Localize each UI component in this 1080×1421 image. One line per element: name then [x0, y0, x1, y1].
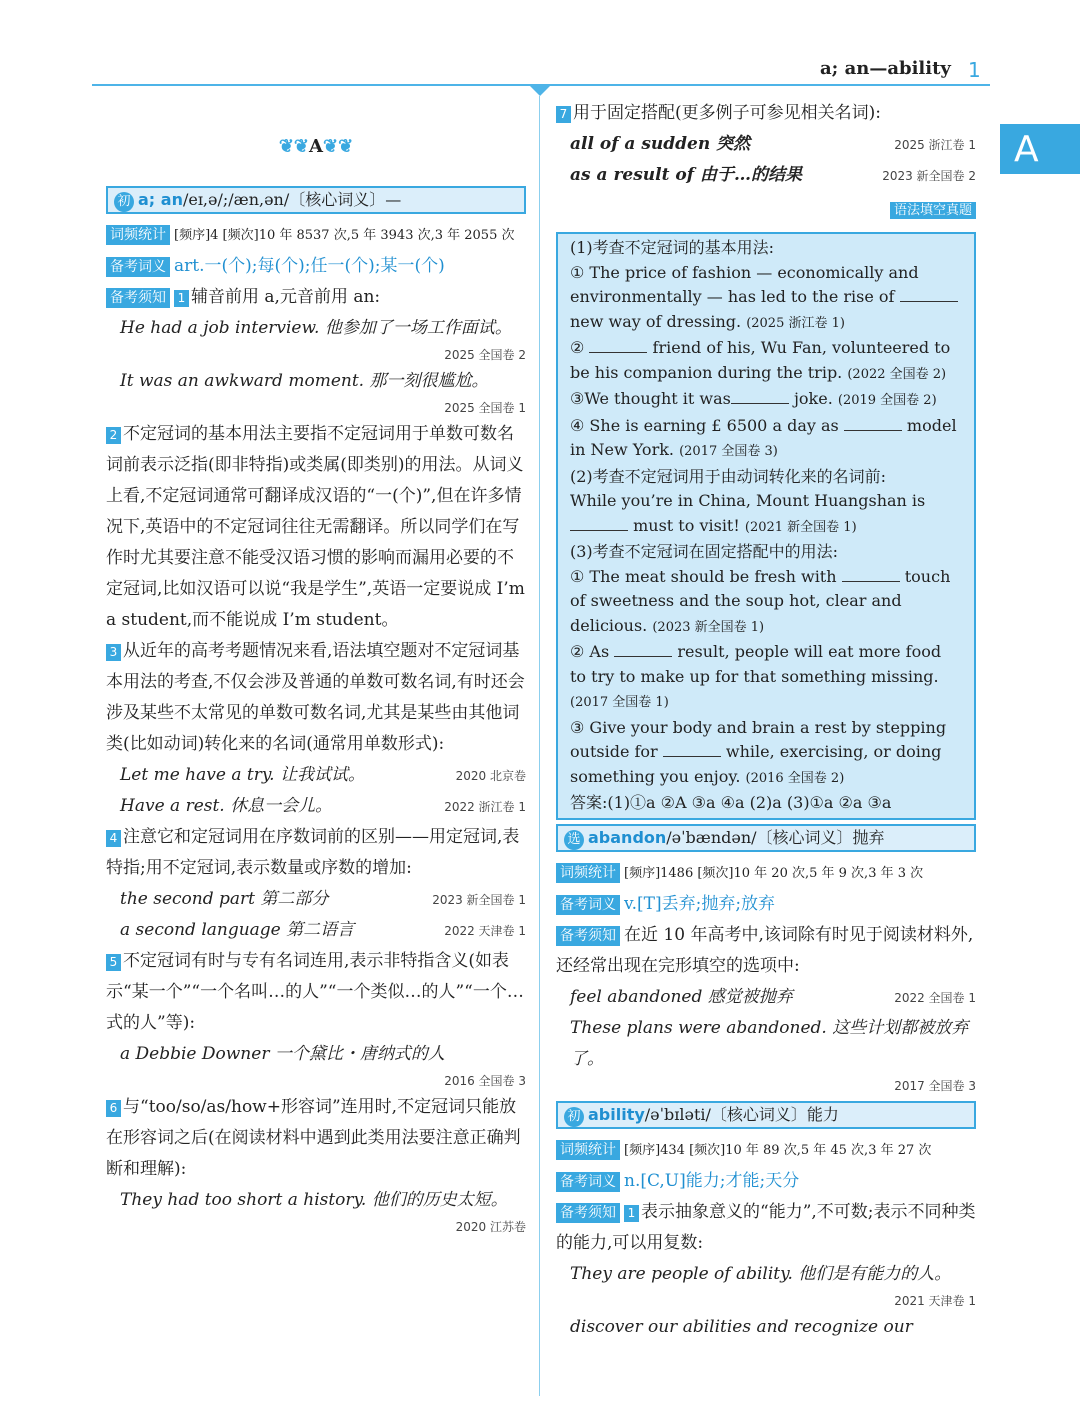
question — [570, 565, 962, 641]
example-source: 2022 全国卷 1 — [894, 990, 976, 1005]
def-text: n.[C,U]能力;才能;天分 — [624, 1170, 800, 1191]
example: These plans were abandoned. 这些计划都被放弃了。 — [570, 1017, 969, 1069]
question-text: ③We thought it was — [570, 389, 731, 408]
example: feel abandoned 感觉被抛弃 — [570, 986, 793, 1007]
question-text: new way of dressing. — [570, 311, 742, 331]
example: He had a job interview. 他参加了一场工作面试。 — [120, 318, 512, 338]
laurel-left-icon: ❦❦ — [278, 135, 310, 157]
example-source: 2023 新全国卷 1 — [432, 893, 526, 907]
question-text: ④ She is earning £ 6500 a day as — [570, 415, 839, 435]
answer-blank — [731, 389, 789, 404]
question-source: (2022 全国卷 2) — [847, 366, 947, 382]
question-source: (2019 全国卷 2) — [837, 393, 937, 408]
example: all of a sudden 突然 — [570, 134, 751, 154]
question-source: (2023 新全国卷 1) — [652, 619, 765, 635]
note-text: 表示抽象意义的“能力”,不可数;表示不同种类的能力,可以用复数: — [556, 1201, 976, 1253]
question-text: friend of his, Wu Fan, volunteered to be his companion during the trip. — [570, 338, 951, 382]
headword: abandon — [588, 827, 667, 847]
def-text: v.[T]丢弃;抛弃;放弃 — [624, 893, 776, 914]
note-1 — [106, 282, 526, 313]
headword: ability — [588, 1104, 645, 1124]
question-source: (2017 全国卷 1) — [570, 695, 669, 710]
example: a second language 第二语言 — [120, 920, 355, 940]
core-meaning: 〔核心词义〕抛弃 — [756, 827, 885, 847]
question-text: result, people will eat more food to try to make up for that something missing. — [570, 642, 942, 686]
note-3 — [106, 636, 526, 760]
definition — [106, 251, 526, 282]
example-source: 2022 天津卷 1 — [444, 924, 526, 938]
example-source: 2022 浙江卷 1 — [444, 800, 526, 814]
level-badge: 初 — [564, 1107, 584, 1127]
pronunciation: /eɪ,ə/;/æn,ən/ — [182, 190, 290, 209]
example-row — [556, 982, 976, 1013]
example-source: 2017 全国卷 3 — [894, 1078, 976, 1093]
question-source: (2025 浙江卷 1) — [746, 315, 845, 331]
question: ② friend of his, Wu Fan, volunteered to be his companion during the trip. (2022 全国卷 2) — [570, 338, 951, 382]
note-number: 4 — [106, 830, 121, 847]
question — [570, 261, 962, 337]
answer-blank — [614, 642, 672, 657]
note-number: 3 — [106, 644, 121, 661]
example-source: 2021 天津卷 1 — [894, 1293, 976, 1308]
example-source: 2020 北京卷 — [455, 769, 526, 783]
note-number: 2 — [106, 427, 121, 444]
question-text: ① The meat should be fresh with — [570, 566, 837, 586]
exam-box-label — [556, 195, 976, 226]
frequency-stats — [556, 858, 976, 889]
core-meaning: 〔核心词义〕能力 — [710, 1104, 839, 1124]
note-text: 在近 10 年高考中,该词除有时见于阅读材料外,还经常出现在完形填空的选项中: — [556, 924, 974, 976]
stats-text: [频序]4 [频次]10 年 8537 次,5 年 3943 次,3 年 2055 次 — [174, 228, 515, 243]
entry-header-a-an — [106, 186, 526, 214]
example-source: 2025 全国卷 1 — [444, 401, 526, 415]
note-text: 辅音前用 a,元音前用 an: — [191, 287, 381, 307]
example-row — [556, 160, 976, 191]
example: Have a rest. 休息一会儿。 — [120, 796, 333, 816]
example: They are people of ability. 他们是有能力的人。 — [570, 1263, 952, 1284]
answer-blank — [900, 287, 958, 302]
example-source: 2023 新全国卷 2 — [882, 169, 976, 183]
answer-blank — [570, 516, 628, 531]
exam-questions-box — [556, 232, 976, 820]
question — [570, 414, 962, 465]
definition — [556, 1166, 976, 1197]
question-text: while, exercising, or doing something you enjoy. — [570, 742, 942, 786]
question-text: ② As — [570, 642, 610, 661]
question-text: ③ Give your body and brain a rest by stepping outside for — [570, 717, 947, 761]
note-4 — [106, 822, 526, 884]
stats-label: 词频统计 — [556, 1140, 620, 1160]
question-source: (2016 全国卷 2) — [745, 770, 845, 786]
def-label: 备考词义 — [556, 1172, 620, 1192]
note-text: 从近年的高考考题情况来看,语法填空题对不定冠词基本用法的考查,不仅会涉及普通的单数可数名词,有时还会涉及某些不太常见的单数可数名词,尤其是某些由其他词类(比如动词)转化来的名词(通常用单数形式): — [106, 641, 525, 754]
pronunciation: /əˈbændən/ — [666, 827, 757, 847]
core-meaning: 〔核心词义〕— — [289, 190, 402, 209]
question — [570, 716, 962, 792]
question-text: While you’re in China, Mount Huangshan is — [570, 491, 926, 510]
example: discover our abilities and recognize our — [570, 1316, 913, 1337]
example-row — [106, 760, 526, 791]
level-badge: 初 — [114, 192, 134, 212]
stats-text: [频序]1486 [频次]10 年 20 次,5 年 9 次,3 年 3 次 — [624, 865, 924, 881]
example-source: 2025 全国卷 2 — [444, 348, 526, 362]
left-column — [106, 110, 526, 1238]
note-number: 1 — [624, 1205, 639, 1222]
note-text: 用于固定搭配(更多例子可参见相关名词): — [573, 103, 881, 123]
frequency-stats — [106, 220, 526, 251]
question — [570, 640, 962, 716]
entry-header-abandon — [556, 824, 976, 852]
letter-ornament — [106, 110, 526, 182]
example: Let me have a try. 让我试试。 — [120, 765, 365, 785]
answer-blank — [589, 338, 647, 353]
frequency-stats — [556, 1135, 976, 1166]
header-notch — [528, 84, 552, 96]
answer-key: 答案:(1)①a ②A ③a ④a (2)a (3)①a ②a ③a — [570, 793, 892, 812]
note-text: 注意它和定冠词用在序数词前的区别——用定冠词,表特指;用不定冠词,表示数量或序数的增加: — [106, 827, 520, 878]
question — [570, 489, 962, 540]
note-number: 5 — [106, 954, 121, 971]
headword: a; an — [138, 190, 183, 209]
example: a Debbie Downer 一个黛比・唐纳式的人 — [120, 1044, 445, 1064]
question — [570, 387, 962, 414]
example-source: 2025 浙江卷 1 — [894, 138, 976, 152]
running-header: a; an—ability — [820, 58, 951, 79]
exam-box-title: 语法填空真题 — [890, 202, 976, 219]
stats-label: 词频统计 — [556, 863, 620, 883]
question-text: model in New York. — [570, 415, 957, 459]
note-text: 不定冠词的基本用法主要指不定冠词用于单数可数名词前表示泛指(即非特指)或类属(即类别)的用法。从词义上看,不定冠词通常可翻译成汉语的“一(个)”,但在许多情况下,英语中的不定冠词往往无需翻译。所以同学们在写作时尤其要注意不能受汉语习惯的影响而漏用必要的不定冠词,比如汉语可以说“我是学生”,英语一定要说成 I’m a student,而不能说成 I’m student。 — [106, 424, 525, 630]
answer-blank — [844, 416, 902, 431]
note-label: 备考须知 — [106, 288, 170, 308]
example-row — [106, 791, 526, 822]
def-label: 备考词义 — [106, 257, 170, 277]
example-source: 2016 全国卷 3 — [444, 1074, 526, 1088]
question-source: (2017 全国卷 3) — [679, 444, 778, 459]
letter-tab: A — [1000, 124, 1080, 174]
question-text: ① The price of fashion — economically and environmentally — has led to the rise of — [570, 262, 919, 306]
answer-blank — [663, 742, 721, 757]
question-text: touch of sweetness and the soup hot, clear and delicious. — [570, 566, 951, 635]
stats-text: [频序]434 [频次]10 年 89 次,5 年 45 次,3 年 27 次 — [624, 1142, 932, 1158]
level-badge: 选 — [564, 830, 584, 850]
page-number: 1 — [968, 58, 981, 82]
right-column — [556, 98, 976, 1343]
note — [556, 1197, 976, 1259]
question-source: (2021 新全国卷 1) — [744, 519, 857, 535]
note-label: 备考须知 — [556, 926, 620, 946]
note-number: 7 — [556, 106, 571, 123]
stats-label: 词频统计 — [106, 225, 170, 245]
box-heading: (2)考查不定冠词用于由动词转化来的名词前: — [570, 466, 887, 486]
section-letter: A — [309, 135, 323, 157]
box-heading: (1)考查不定冠词的基本用法: — [570, 238, 775, 257]
note-6 — [106, 1092, 526, 1185]
answer-blank — [842, 567, 900, 582]
example-row — [106, 884, 526, 915]
column-divider — [539, 96, 540, 1396]
example: as a result of 由于…的结果 — [570, 165, 802, 185]
example-row — [106, 915, 526, 946]
note-label: 备考须知 — [556, 1203, 620, 1223]
entry-header-ability — [556, 1101, 976, 1129]
pronunciation: /əˈbɪləti/ — [644, 1104, 711, 1124]
note — [556, 920, 976, 982]
example: They had too short a history. 他们的历史太短。 — [120, 1190, 508, 1210]
definition — [556, 889, 976, 920]
question-text: joke. — [793, 389, 833, 408]
note-7 — [556, 98, 976, 129]
example: the second part 第二部分 — [120, 889, 329, 909]
note-5 — [106, 946, 526, 1039]
note-number: 6 — [106, 1100, 121, 1117]
def-text: art.一(个);每(个);任一(个);某一(个) — [174, 256, 445, 276]
laurel-right-icon: ❦❦ — [322, 135, 354, 157]
note-text: 与“too/so/as/how+形容词”连用时,不定冠词只能放在形容词之后(在阅读材料中遇到此类用法要注意正确判断和理解): — [106, 1097, 521, 1179]
def-label: 备考词义 — [556, 895, 620, 915]
box-heading: (3)考查不定冠词在固定搭配中的用法: — [570, 542, 839, 561]
question-text: must to visit! — [633, 515, 740, 535]
example-source: 2020 江苏卷 — [455, 1220, 526, 1234]
note-text: 不定冠词有时与专有名词连用,表示非特指含义(如表示“某一个”“一个名叫…的人”“一个类似…的人”“一个…式的人”等): — [106, 951, 524, 1033]
note-2 — [106, 419, 526, 636]
example: It was an awkward moment. 那一刻很尴尬。 — [120, 371, 489, 391]
note-number: 1 — [174, 290, 189, 307]
example-row — [556, 129, 976, 160]
